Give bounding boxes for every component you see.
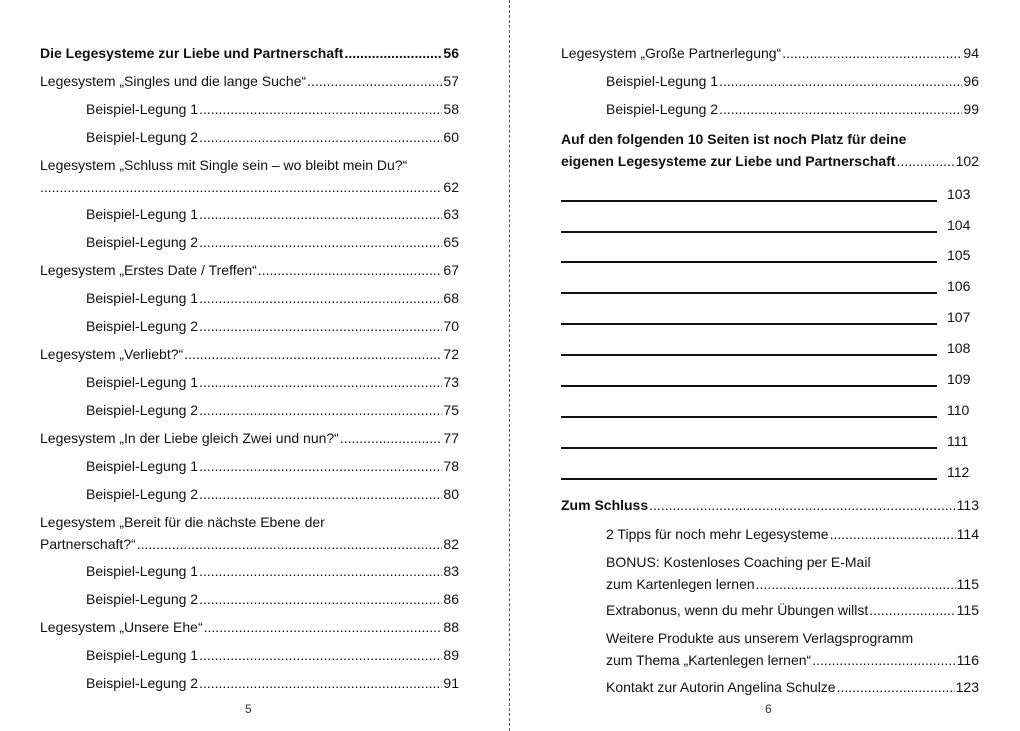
blank-page-number: 112: [947, 464, 970, 480]
toc-entry-title: Kontakt zur Autorin Angelina Schulze: [606, 679, 836, 695]
toc-entry[interactable]: [86, 455, 459, 477]
toc-entry-title: Beispiel-Legung 2: [86, 318, 199, 334]
toc-entry-page: 89: [443, 647, 459, 663]
toc-entry[interactable]: [86, 126, 459, 148]
toc-entry[interactable]: [606, 70, 979, 92]
toc-entry-title: Legesystem „Verliebt?“: [40, 346, 184, 362]
toc-entry-page: 77: [443, 430, 459, 446]
toc-entry-title: Legesystem „Schluss mit Single sein – wo bleibt mein Du?“: [40, 157, 408, 173]
toc-entry[interactable]: [86, 287, 459, 309]
toc-entry-page: 73: [443, 374, 459, 390]
toc-entry[interactable]: [40, 70, 459, 92]
blank-entry: [561, 337, 970, 359]
page-divider: [509, 0, 510, 731]
toc-entry-page: 94: [963, 45, 979, 61]
toc-entry-title: Auf den folgenden 10 Seiten ist noch Platz für deine: [561, 131, 907, 147]
toc-entry-title: Die Legesysteme zur Liebe und Partnerschaft: [40, 45, 344, 61]
toc-entry[interactable]: [40, 427, 459, 449]
toc-entry-page: 88: [443, 619, 459, 635]
toc-entry-page: 86: [443, 591, 459, 607]
toc-entry[interactable]: [606, 676, 979, 698]
blank-entry: [561, 368, 970, 390]
toc-entry-title: Beispiel-Legung 2: [86, 129, 199, 145]
toc-entry-page: 57: [443, 73, 459, 89]
blank-entry: [561, 399, 969, 421]
toc-entry[interactable]: [86, 483, 459, 505]
toc-entry-title: Beispiel-Legung 2: [86, 402, 199, 418]
blank-entry: [561, 244, 970, 266]
blank-line: [561, 354, 937, 356]
toc-entry-title: Legesystem „Große Partnerlegung“: [561, 45, 782, 61]
toc-entry-title: Legesystem „Unsere Ehe“: [40, 619, 203, 635]
toc-entry-page: 123: [955, 679, 979, 695]
toc-entry-page: 56: [443, 45, 459, 61]
blank-page-number: 103: [947, 186, 971, 202]
toc-entry-title: Legesystem „Bereit für die nächste Ebene der: [40, 514, 325, 530]
toc-entry[interactable]: [606, 551, 979, 595]
blank-line: [561, 200, 937, 202]
toc-entry[interactable]: [40, 343, 459, 365]
toc-entry-title-cont: zum Thema „Kartenlegen lernen“: [606, 652, 812, 668]
blank-entry: [561, 461, 969, 483]
toc-entry[interactable]: [86, 231, 459, 253]
blank-page-number: 110: [947, 402, 970, 418]
blank-line: [561, 292, 937, 294]
toc-entry[interactable]: [86, 399, 459, 421]
blank-page-number: 109: [947, 371, 971, 387]
toc-entry-title: Beispiel-Legung 1: [86, 647, 199, 663]
toc-entry-page: 96: [963, 73, 979, 89]
page-number: 6: [765, 702, 772, 716]
toc-entry-title: Extrabonus, wenn du mehr Übungen willst: [606, 602, 869, 618]
toc-entry[interactable]: [606, 599, 979, 621]
toc-entry-page: 115: [956, 576, 979, 592]
blank-page-number: 104: [947, 217, 971, 233]
blank-entry: [561, 214, 970, 236]
toc-entry[interactable]: [40, 511, 459, 555]
blank-entry: [561, 306, 970, 328]
toc-entry-page: 115: [956, 602, 979, 618]
toc-entry-title: Beispiel-Legung 2: [86, 675, 199, 691]
toc-entry-page: 67: [443, 262, 459, 278]
toc-entry-page: 78: [443, 458, 459, 474]
blank-entry: [561, 275, 970, 297]
toc-entry-page: 113: [956, 497, 979, 513]
toc-entry-title-cont: Partnerschaft?“: [40, 536, 136, 552]
toc-entry-page: 65: [443, 234, 459, 250]
toc-entry-title: Zum Schluss: [561, 497, 649, 513]
toc-entry-title-cont: eigenen Legesysteme zur Liebe und Partnerschaft: [561, 153, 896, 169]
toc-entry[interactable]: [86, 672, 459, 694]
toc-entry-title: Beispiel-Legung 2: [86, 591, 199, 607]
toc-entry[interactable]: [86, 588, 459, 610]
toc-entry[interactable]: [40, 42, 459, 64]
blank-entry: [561, 183, 970, 205]
toc-entry-page: 68: [443, 290, 459, 306]
toc-entry[interactable]: [86, 644, 459, 666]
toc-entry-title: Beispiel-Legung 1: [86, 206, 199, 222]
toc-entry[interactable]: [40, 616, 459, 638]
blank-line: [561, 385, 937, 387]
toc-entry-title: Beispiel-Legung 2: [86, 486, 199, 502]
toc-entry[interactable]: [561, 128, 979, 172]
blank-page-number: 111: [947, 433, 969, 449]
blank-page-number: 106: [947, 278, 971, 294]
toc-entry[interactable]: [606, 627, 979, 671]
toc-entry[interactable]: [86, 203, 459, 225]
toc-entry-page: 82: [443, 536, 459, 552]
toc-entry-title: Beispiel-Legung 1: [86, 374, 199, 390]
right-page: [511, 0, 1020, 731]
toc-entry-title: Legesystem „Erstes Date / Treffen“: [40, 262, 257, 278]
toc-entry[interactable]: [86, 371, 459, 393]
blank-page-number: 107: [947, 309, 971, 325]
toc-entry-title: Beispiel-Legung 2: [86, 234, 199, 250]
toc-entry-title: Beispiel-Legung 1: [606, 73, 719, 89]
toc-entry-page: 58: [443, 101, 459, 117]
toc-entry-page: 99: [963, 101, 979, 117]
toc-entry-page: 75: [443, 402, 459, 418]
toc-entry-title: Legesystem „In der Liebe gleich Zwei und nun?“: [40, 430, 339, 446]
blank-line: [561, 478, 937, 480]
page-number: 5: [245, 702, 252, 716]
toc-entry-page: 114: [956, 526, 979, 542]
blank-line: [561, 447, 937, 449]
blank-line: [561, 261, 937, 263]
blank-line: [561, 231, 937, 233]
toc-entry[interactable]: [86, 560, 459, 582]
blank-page-number: 108: [947, 340, 971, 356]
toc-entry[interactable]: [40, 259, 459, 281]
toc-entry-page: 80: [443, 486, 459, 502]
toc-entry-page: 62: [443, 179, 459, 195]
toc-entry[interactable]: [40, 154, 459, 198]
toc-entry-page: 63: [443, 206, 459, 222]
toc-entry[interactable]: [606, 98, 979, 120]
blank-page-number: 105: [947, 247, 971, 263]
toc-entry[interactable]: [561, 42, 979, 64]
left-page: [0, 0, 509, 731]
blank-line: [561, 416, 937, 418]
toc-entry-title: Beispiel-Legung 1: [86, 290, 199, 306]
toc-entry-page: 116: [956, 652, 979, 668]
toc-entry-title: BONUS: Kostenloses Coaching per E-Mail: [606, 554, 871, 570]
toc-entry-page: 72: [443, 346, 459, 362]
toc-entry-title: Beispiel-Legung 1: [86, 458, 199, 474]
toc-entry-title: 2 Tipps für noch mehr Legesysteme: [606, 526, 829, 542]
toc-entry[interactable]: [86, 98, 459, 120]
toc-entry-title: Beispiel-Legung 2: [606, 101, 719, 117]
toc-entry-page: 70: [443, 318, 459, 334]
toc-entry[interactable]: [606, 523, 979, 545]
toc-entry-page: 102: [955, 153, 979, 169]
toc-entry-page: 91: [443, 675, 459, 691]
toc-entry-title: Beispiel-Legung 1: [86, 563, 199, 579]
toc-entry-title: Legesystem „Singles und die lange Suche“: [40, 73, 307, 89]
blank-line: [561, 323, 937, 325]
toc-entry-title: Weitere Produkte aus unserem Verlagsprogramm: [606, 630, 914, 646]
blank-entry: [561, 430, 968, 452]
toc-entry-page: 60: [443, 129, 459, 145]
toc-entry-title: Beispiel-Legung 1: [86, 101, 199, 117]
toc-entry-title-cont: zum Kartenlegen lernen: [606, 576, 755, 592]
toc-entry[interactable]: [86, 315, 459, 337]
toc-entry[interactable]: [561, 494, 979, 516]
toc-entry-page: 83: [443, 563, 459, 579]
